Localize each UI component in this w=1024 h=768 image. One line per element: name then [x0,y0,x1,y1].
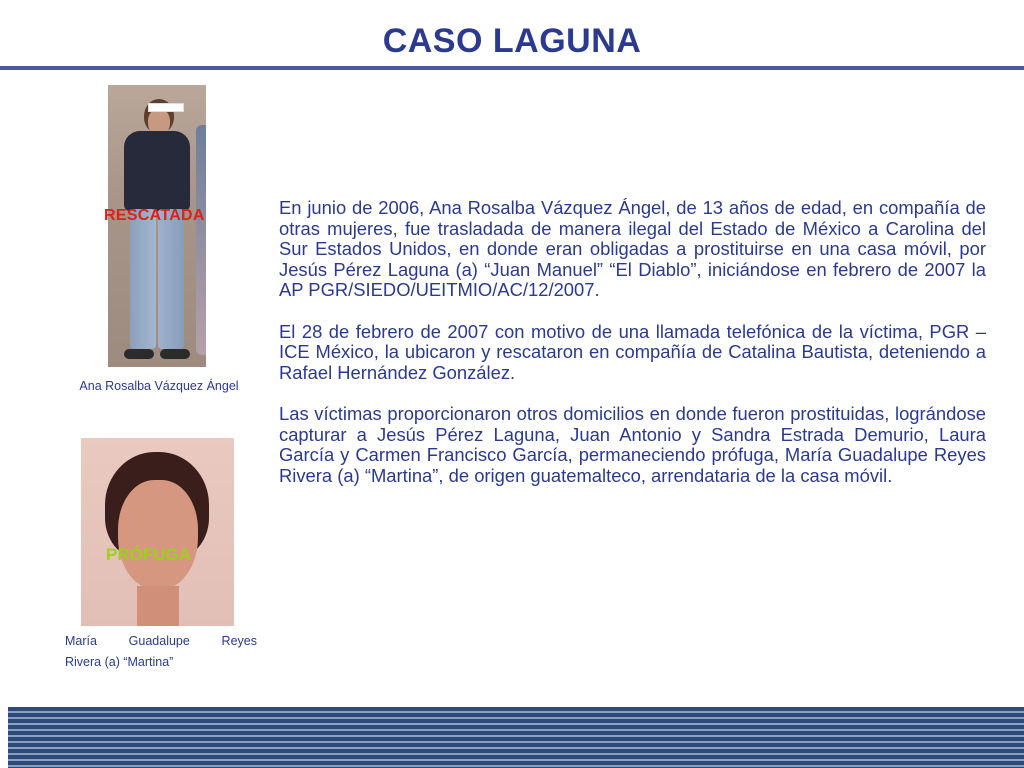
photo2-caption [65,631,257,673]
slide-title: CASO LAGUNA [382,22,642,60]
photo1-caption: Ana Rosalba Vázquez Ángel [79,379,239,393]
case-description [279,198,986,507]
paragraph: El 28 de febrero de 2007 con motivo de una llamada telefónica de la víctima, PGR – ICE México, la ubicaron y rescataron en compañía de Catalina Bautista, deteniendo a Rafael Hernández González. [279,320,986,383]
rescued-label: RESCATADA [104,207,205,224]
background-figure [196,125,206,355]
paragraph: En junio de 2006, Ana Rosalba Vázquez Ángel, de 13 años de edad, en compañía de otras mujeres, fue trasladada de manera ilegal del Estado de México a Carolina del Sur Estados Unidos, en donde eran obligadas a prostituirse en una casa móvil, por Jesús Pérez Laguna (a) “Juan Manuel” “El Diablo”, iniciándose en febrero de 2007 la AP PGR/SIEDO/UEITMIO/AC/12/2007. [279,197,986,301]
photo-face [118,480,198,590]
title-divider [0,66,1024,70]
photo-jeans-right [158,209,184,349]
censor-bar [148,103,184,112]
photo-jacket [124,131,190,211]
photo-shoe-left [124,349,154,359]
photo-rescued-victim [108,85,206,367]
photo-jeans-left [130,209,156,349]
footer-stripes [8,707,1024,768]
photo2-caption-line2: Rivera (a) “Martina” [65,655,174,669]
photo-shoe-right [160,349,190,359]
paragraph: Las víctimas proporcionaron otros domicilios en donde fueron prostituidas, lográndose capturar a Jesús Pérez Laguna, Juan Antonio y Sandra Estrada Demurio, Laura García y Carmen Francisco García, permaneciendo prófuga, María Guadalupe Reyes Rivera (a) “Martina”, de origen guatemalteco, arrendataria de la casa móvil. [279,402,986,486]
photo2-caption-line1: María Guadalupe Reyes [65,634,257,648]
photo-neck [137,586,179,626]
photo-fugitive [81,438,234,626]
fugitive-label: PRÓFUGA [106,545,191,564]
